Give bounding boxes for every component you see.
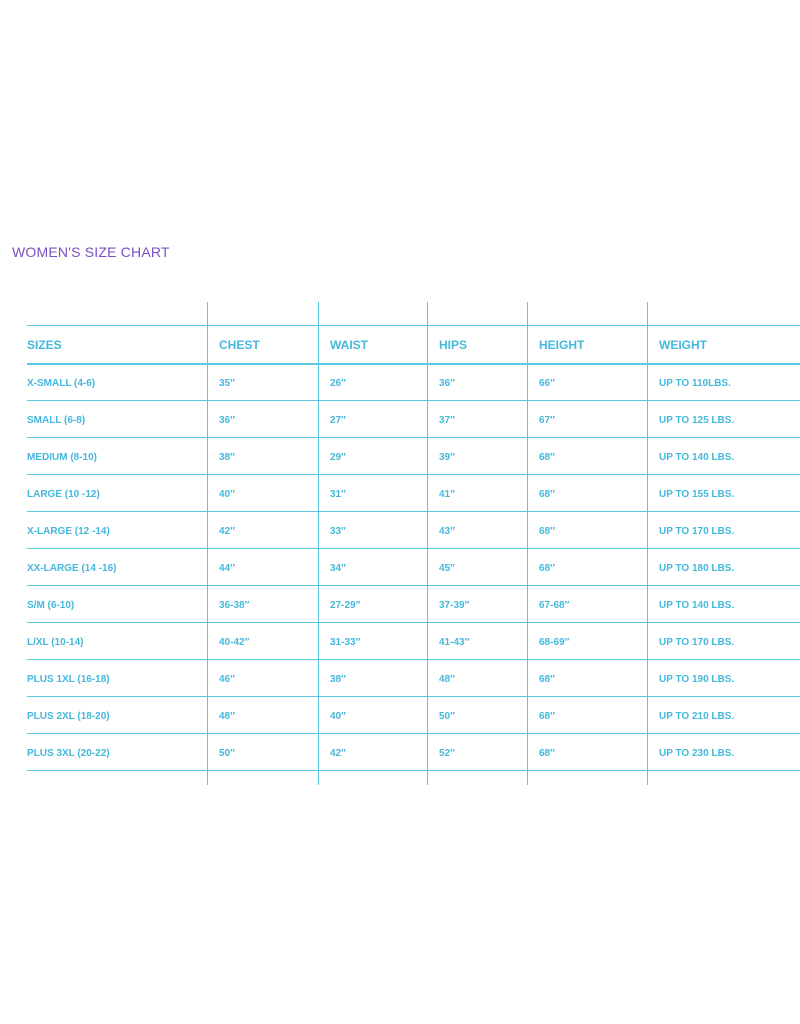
column-divider [318,302,319,785]
row-divider [27,659,800,660]
column-divider [527,302,528,785]
column-divider [647,302,648,785]
table-cell: 43″ [439,526,455,537]
table-cell: 41-43″ [439,637,470,648]
row-divider [27,770,800,771]
table-cell: UP TO 140 LBS. [659,452,735,463]
table-cell: UP TO 170 LBS. [659,526,735,537]
table-cell: 36″ [439,378,455,389]
table-cell: UP TO 180 LBS. [659,563,735,574]
table-cell: 40″ [219,489,235,500]
table-cell: 48″ [439,674,455,685]
row-divider [27,474,800,475]
table-cell: 68-69″ [539,637,570,648]
table-cell: 48″ [219,711,235,722]
table-cell: 52″ [439,748,455,759]
table-cell: 33″ [330,526,346,537]
table-cell: 38″ [330,674,346,685]
table-cell: 27-29″ [330,600,361,611]
header-bottom-rule [27,363,800,365]
table-cell: 39″ [439,452,455,463]
size-label-cell: PLUS 1XL (16-18) [27,674,110,685]
table-cell: 41″ [439,489,455,500]
size-label-cell: L/XL (10-14) [27,637,84,648]
table-cell: 36-38″ [219,600,250,611]
row-divider [27,585,800,586]
column-header: HIPS [439,338,468,352]
size-label-cell: SMALL (6-8) [27,415,86,426]
table-cell: 68″ [539,748,555,759]
table-cell: UP TO 125 LBS. [659,415,735,426]
row-divider [27,437,800,438]
table-cell: 68″ [539,674,555,685]
size-label-cell: PLUS 3XL (20-22) [27,748,110,759]
table-cell: UP TO 110LBS. [659,378,731,389]
column-header: WEIGHT [659,338,707,352]
table-cell: 31″ [330,489,346,500]
table-cell: 50″ [439,711,455,722]
table-cell: UP TO 210 LBS. [659,711,735,722]
table-cell: 34″ [330,563,346,574]
page-title: WOMEN'S SIZE CHART [12,244,170,260]
column-divider [427,302,428,785]
row-divider [27,548,800,549]
row-divider [27,733,800,734]
column-header: WAIST [330,338,368,352]
size-label-cell: MEDIUM (8-10) [27,452,98,463]
table-cell: 36″ [219,415,235,426]
column-divider [207,302,208,785]
row-divider [27,511,800,512]
table-cell: 40″ [330,711,346,722]
table-cell: 66″ [539,378,555,389]
table-cell: 42″ [219,526,235,537]
size-label-cell: PLUS 2XL (18-20) [27,711,110,722]
column-header: CHEST [219,338,260,352]
table-cell: 31-33″ [330,637,361,648]
size-label-cell: S/M (6-10) [27,600,75,611]
table-cell: 40-42″ [219,637,250,648]
size-label-cell: XX-LARGE (14 -16) [27,563,117,574]
table-cell: 37-39″ [439,600,470,611]
table-cell: 68″ [539,452,555,463]
table-cell: 42″ [330,748,346,759]
table-cell: 29″ [330,452,346,463]
table-cell: 38″ [219,452,235,463]
row-divider [27,696,800,697]
table-cell: 68″ [539,563,555,574]
table-cell: 26″ [330,378,346,389]
table-cell: UP TO 230 LBS. [659,748,735,759]
table-cell: 45″ [439,563,455,574]
table-cell: UP TO 155 LBS. [659,489,735,500]
table-cell: 67″ [539,415,555,426]
table-cell: 50″ [219,748,235,759]
table-cell: 46″ [219,674,235,685]
row-divider [27,622,800,623]
column-header: SIZES [27,338,62,352]
header-top-rule [27,325,800,326]
table-cell: UP TO 190 LBS. [659,674,735,685]
table-cell: 67-68″ [539,600,570,611]
table-cell: 44″ [219,563,235,574]
table-cell: 35″ [219,378,235,389]
column-header: HEIGHT [539,338,585,352]
row-divider [27,400,800,401]
table-cell: 68″ [539,526,555,537]
table-cell: UP TO 170 LBS. [659,637,735,648]
table-cell: 27″ [330,415,346,426]
table-cell: 68″ [539,711,555,722]
size-label-cell: LARGE (10 -12) [27,489,100,500]
table-cell: 37″ [439,415,455,426]
table-cell: 68″ [539,489,555,500]
size-label-cell: X-SMALL (4-6) [27,378,96,389]
size-label-cell: X-LARGE (12 -14) [27,526,110,537]
table-cell: UP TO 140 LBS. [659,600,735,611]
